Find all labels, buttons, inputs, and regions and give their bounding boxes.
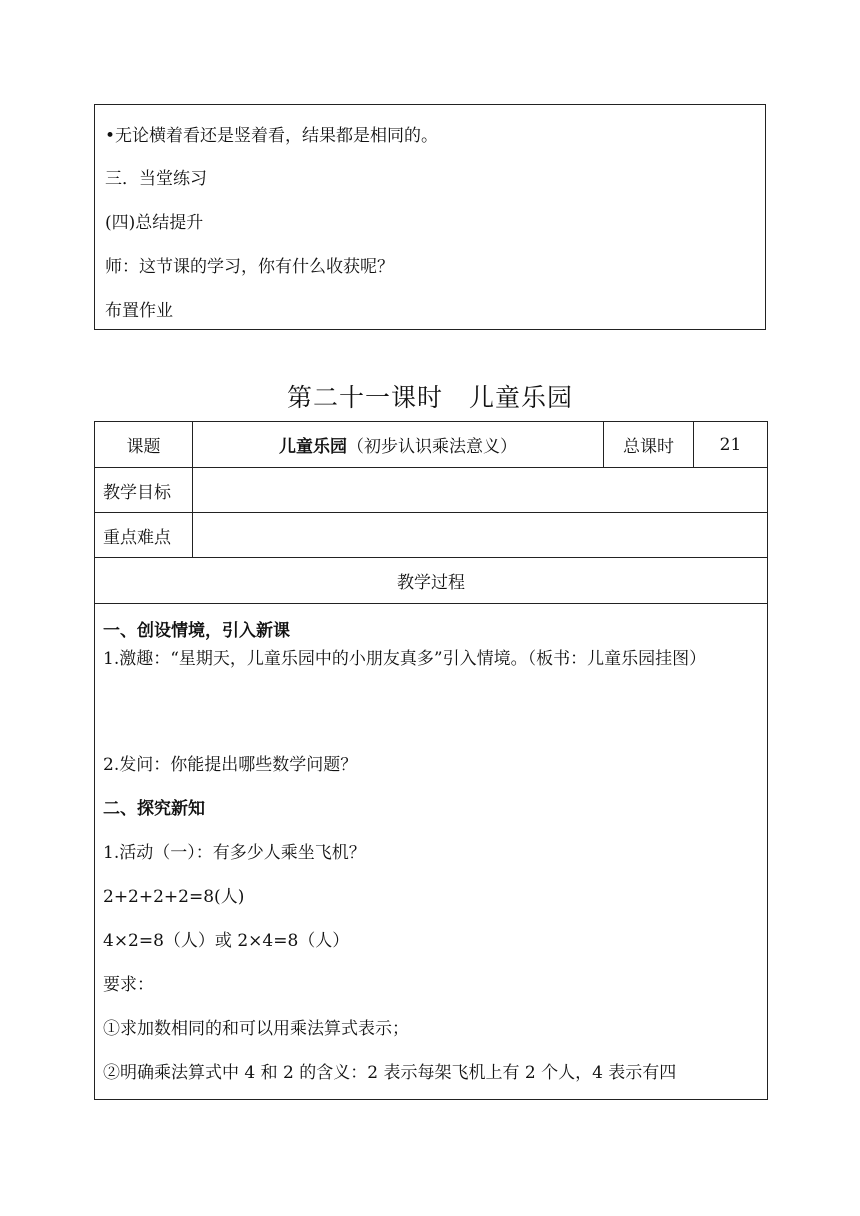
lesson-title: 第二十一课时 儿童乐园 (286, 383, 573, 412)
key-points-row (95, 513, 768, 558)
paragraph-warmup: 1.激趣：“星期天，儿童乐园中的小朋友真多”引入情境。（板书：儿童乐园挂图） (103, 649, 707, 669)
teacher-question: 师：这节课的学习，你有什么收获呢？ (105, 257, 394, 277)
homework-line: 布置作业 (105, 301, 173, 321)
requirement-two: ②明确乘法算式中 4 和 2 的含义：2 表示每架飞机上有 2 个人，4 表示有四 (103, 1063, 677, 1083)
goal-label: 教学目标 (95, 468, 193, 513)
topic-label: 课题 (95, 422, 193, 468)
key-points-label: 重点难点 (95, 513, 193, 558)
topic-cell (193, 422, 604, 468)
previous-lesson-box (94, 104, 766, 330)
total-lessons-value: 21 (694, 422, 768, 468)
requirement-one: ①求加数相同的和可以用乘法算式表示； (103, 1019, 409, 1039)
key-points-value (193, 513, 768, 558)
activity-one: 1.活动（一）：有多少人乘坐飞机？ (103, 843, 366, 863)
process-content-row (95, 604, 768, 1100)
section-heading-2: 二、探究新知 (103, 799, 205, 819)
goal-value (193, 468, 768, 513)
practice-heading: 三．当堂练习 (105, 169, 207, 189)
conclusion-bullet: •无论横着看还是竖着看，结果都是相同的。 (105, 126, 439, 146)
total-lessons-label: 总课时 (604, 422, 694, 468)
lesson-plan-table (94, 421, 768, 1100)
summary-heading: (四)总结提升 (105, 213, 204, 233)
process-row (95, 558, 768, 604)
requirements-label: 要求： (103, 975, 154, 995)
topic-note: （初步认识乘法意义） (347, 437, 517, 457)
addition-equation: 2+2+2+2=8(人) (103, 887, 245, 907)
process-content (95, 604, 768, 1100)
section-heading-1: 一、创设情境，引入新课 (103, 621, 290, 641)
process-label: 教学过程 (95, 558, 768, 604)
goal-row (95, 468, 768, 513)
multiplication-equation: 4×2=8（人）或 2×4=8（人） (103, 931, 350, 951)
topic-row (95, 422, 768, 468)
paragraph-question: 2.发问：你能提出哪些数学问题？ (103, 755, 358, 775)
topic-name: 儿童乐园 (279, 437, 347, 457)
